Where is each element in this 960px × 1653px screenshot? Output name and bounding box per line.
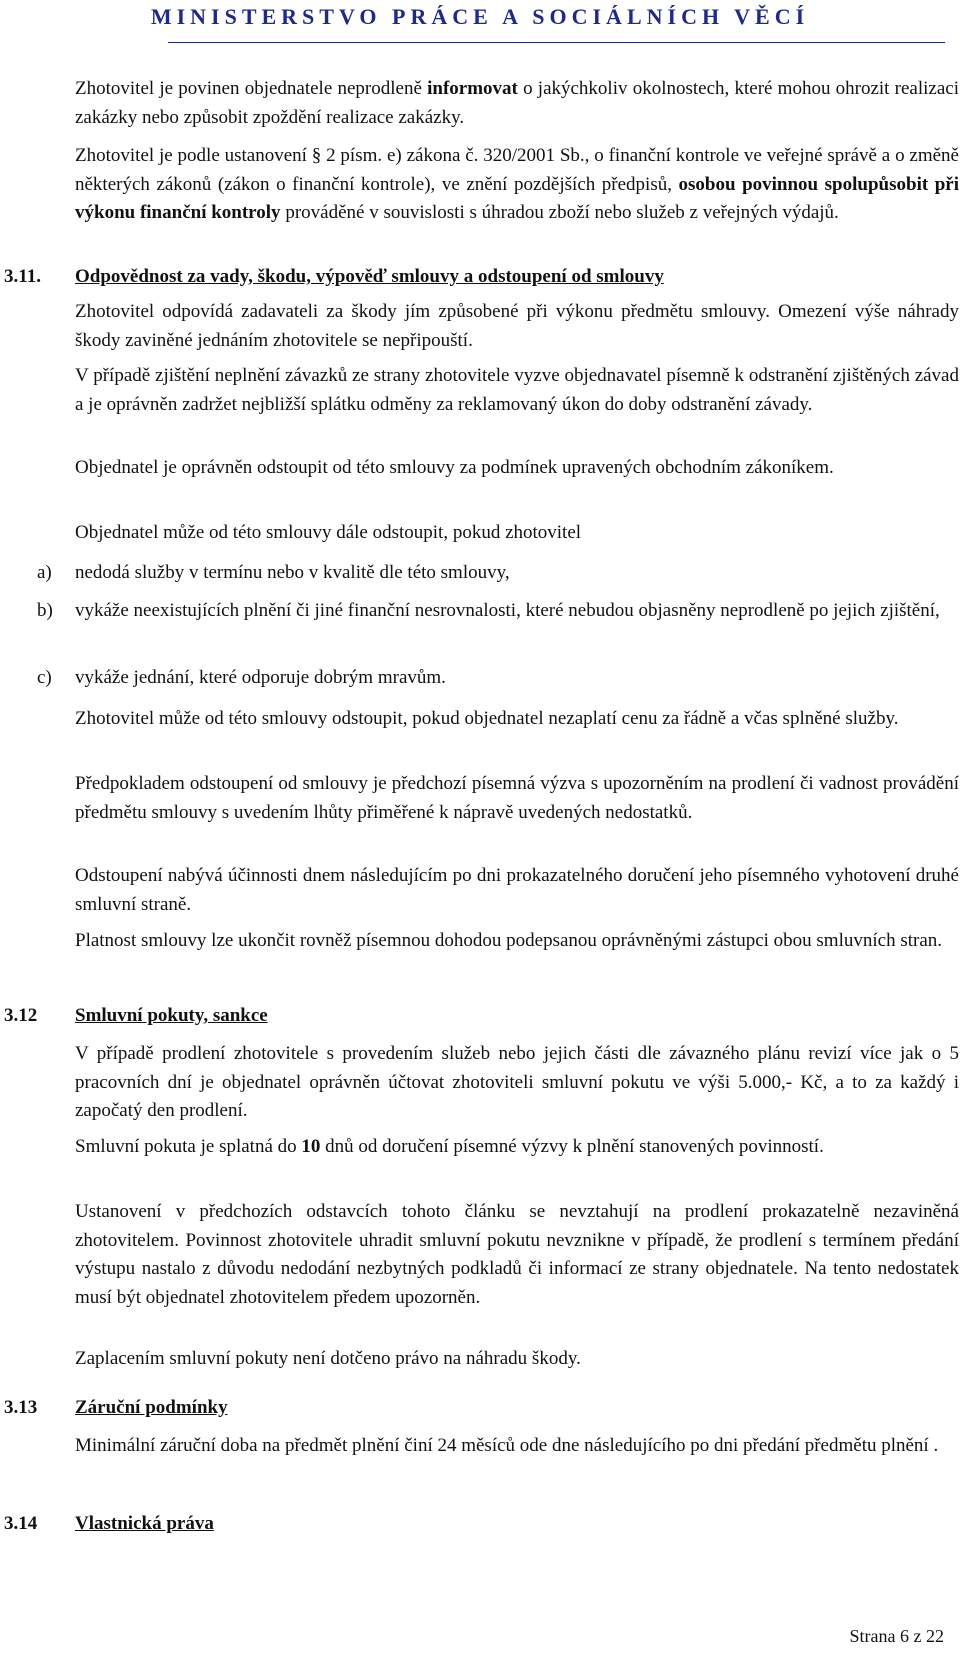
s311-paragraph-1: Zhotovitel odpovídá zadavateli za škody jím způsobené při výkonu předmětu smlouvy. Omezení výše náhrady škody zaviněné jednáním zhotovitele se nepřipouští. [75,301,959,351]
section-number-3-12: 3.12 [4,1005,38,1026]
section-title-3-14: Vlastnická práva [75,1513,214,1534]
s311-paragraph-6: Předpokladem odstoupení od smlouvy je předchozí písemná výzva s upozorněním na prodlení či vadnost provádění předmětu smlouvy s uvedením lhůty přiměřené k nápravě uvedených nedostatků. [75,773,959,823]
bold-text: informovat [427,78,518,99]
list-item-marker: c) [37,667,52,688]
s311-paragraph-4: Objednatel může od této smlouvy dále odstoupit, pokud zhotovitel [75,522,582,543]
page-number: Strana 6 z 22 [849,1626,944,1646]
bold-text: osobou povinnou spolupůsobit při výkonu finanční kontroly [75,173,959,223]
page-header-title: MINISTERSTVO PRÁCE A SOCIÁLNÍCH VĚCÍ [150,4,810,29]
list-item-text: vykáže jednání, které odporuje dobrým mravům. [75,667,446,688]
s313-paragraph-1: Minimální záruční doba na předmět plnění činí 24 měsíců ode dne následujícího po dni předání předmětu plnění . [75,1435,939,1456]
text-run: dnů od doručení písemné výzvy k plnění stanovených povinností. [320,1136,824,1157]
section-number-3-13: 3.13 [4,1397,38,1418]
section-title-3-12: Smluvní pokuty, sankce [75,1005,268,1026]
s311-paragraph-5: Zhotovitel může od této smlouvy odstoupit, pokud objednatel nezaplatí cenu za řádně a včas splněné služby. [75,708,899,729]
section-title-3-11: Odpovědnost za vady, škodu, výpověď smlouvy a odstoupení od smlouvy [75,266,664,287]
s311-paragraph-3: Objednatel je oprávněn odstoupit od této smlouvy za podmínek upravených obchodním zákoníkem. [75,457,834,478]
text-run: o jakýchkoliv okolnostech, které mohou ohrozit realizaci zakázky nebo způsobit zpoždění realizace zakázky. [75,78,960,128]
section-number-3-11: 3.11. [4,266,41,287]
list-item-text: nedodá služby v termínu nebo v kvalitě dle této smlouvy, [75,562,510,583]
s311-paragraph-7: Odstoupení nabývá účinnosti dnem následujícím po dni prokazatelného doručení jeho písemného vyhotovení druhé smluvní straně. [75,865,959,915]
list-item-marker: a) [37,562,52,583]
text-run: Zhotovitel je povinen objednatele neprodleně [75,78,428,99]
intro-paragraph-1 [75,75,959,132]
list-item-marker: b) [37,600,53,621]
section-title-3-13: Záruční podmínky [75,1397,228,1418]
section-number-3-14: 3.14 [4,1513,38,1534]
bold-text: 10 [301,1136,321,1157]
s312-paragraph-4: Zaplacením smluvní pokuty není dotčeno právo na náhradu škody. [75,1348,581,1369]
s312-paragraph-2 [75,1133,959,1162]
s312-paragraph-3: Ustanovení v předchozích odstavcích tohoto článku se nevztahují na prodlení prokazatelně nezaviněná zhotovitelem. Povinnost zhotovitele uhradit smluvní pokutu nevznikne v případě, že prodlení s termínem předání výstupu nastalo z důvodu nedodání nezbytných podkladů či informací ze strany objednatele. Na tento nedostatek musí být objednatel zhotovitelem předem upozorněn. [75,1201,959,1308]
text-run: prováděné v souvislosti s úhradou zboží nebo služeb z veřejných výdajů. [280,202,839,223]
s311-paragraph-8: Platnost smlouvy lze ukončit rovněž písemnou dohodou podepsanou oprávněnými zástupci obou smluvních stran. [75,930,943,951]
s312-paragraph-1: V případě prodlení zhotovitele s provedením služeb nebo jejich části dle závazného plánu revizí více jak o 5 pracovních dní je objednatel oprávněn účtovat zhotoviteli smluvní pokutu ve výši 5.000,- Kč, a to za každý i započatý den prodlení. [75,1043,959,1121]
list-item-text: vykáže neexistujících plnění či jiné finanční nesrovnalosti, které nebudou objasněny neprodleně po jejich zjištění, [75,600,940,621]
intro-paragraph-2 [75,142,959,228]
text-run: Smluvní pokuta je splatná do [75,1136,302,1157]
text-run: Zhotovitel je podle ustanovení § 2 písm. e) zákona č. 320/2001 Sb., o finanční kontrole ve veřejné správě a o změně některých zákonů (zákon o finanční kontrole), ve znění pozdějších předpisů, [75,145,959,195]
header-rule [168,42,945,43]
s311-paragraph-2: V případě zjištění neplnění závazků ze strany zhotovitele vyzve objednavatel písemně k odstranění zjištěných závad a je oprávněn zadržet nejbližší splátku odměny za reklamovaný úkon do doby odstranění závady. [75,365,959,415]
